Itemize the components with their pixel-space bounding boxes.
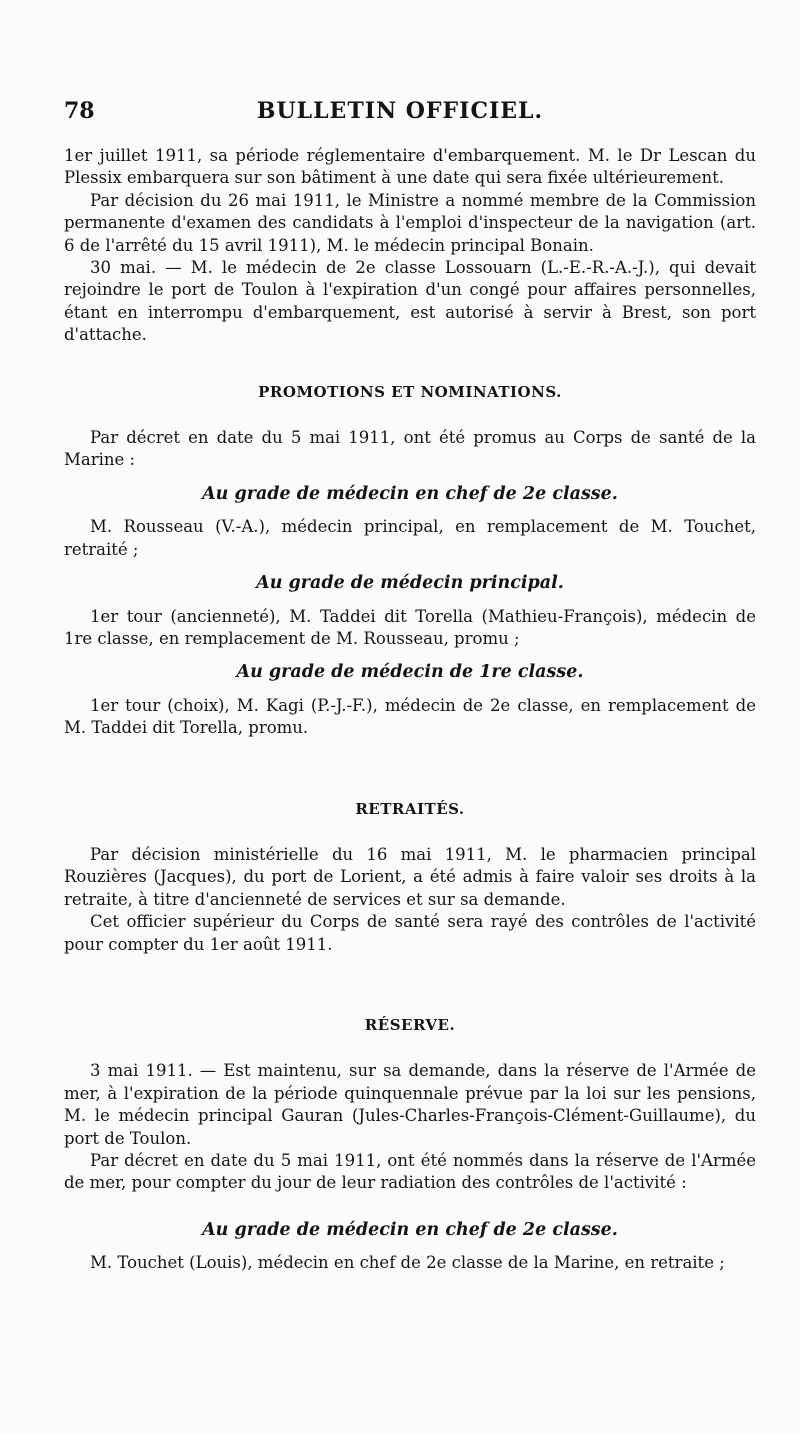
nomination-entry: M. Touchet (Louis), médecin en chef de 2e classe de la Marine, en retraite ; (90, 1253, 725, 1273)
grade-subheading: Au grade de médecin principal. (256, 573, 564, 594)
paragraph: Par décision ministérielle du 16 mai 1911, M. le pharmacien principal Rouzières (Jacques), du port de Lorient, a été admis à faire valoir ses droits à la retraite, à titre d'ancienneté de services et sur sa demande. (64, 844, 756, 909)
running-title: BULLETIN OFFICIEL. (256, 98, 544, 124)
section-heading-promotions: PROMOTIONS ET NOMINATIONS. (258, 382, 562, 401)
page-header (64, 98, 736, 134)
grade-subheading: Au grade de médecin en chef de 2e classe. (202, 483, 618, 504)
page-number: 78 (64, 98, 95, 124)
section-heading-reserve: RÉSERVE. (364, 1015, 456, 1034)
paragraph: Par décret en date du 5 mai 1911, ont été nommés dans la réserve de l'Armée de mer, pour compter du jour de leur radiation des contrôles de l'activité : (64, 1151, 756, 1193)
section-heading-retraites: RETRAITÉS. (355, 799, 465, 818)
nomination-entry: 1er tour (choix), M. Kagi (P.-J.-F.), médecin de 2e classe, en remplacement de M. Taddei dit Torella, promu. (64, 695, 756, 738)
paragraph: Par décision du 26 mai 1911, le Ministre a nommé membre de la Commission permanente d'examen des candidats à l'emploi d'inspecteur de la navigation (art. 6 de l'arrêté du 15 avril 1911), M. le médecin principal Bonain. (64, 190, 756, 255)
page-body (64, 145, 756, 1275)
nomination-entry: M. Rousseau (V.-A.), médecin principal, en remplacement de M. Touchet, retraité ; (64, 517, 756, 559)
nomination-entry: 1er tour (ancienneté), M. Taddei dit Torella (Mathieu-François), médecin de 1re classe, en remplacement de M. Rousseau, promu ; (64, 606, 756, 648)
paragraph: 1er juillet 1911, sa période réglementaire d'embarquement. M. le Dr Lescan du Plessix embarquera sur son bâtiment à une date qui sera fixée ultérieurement. (64, 146, 756, 188)
paragraph: 30 mai. — M. le médecin de 2e classe Lossouarn (L.-E.-R.-A.-J.), qui devait rejoindre le port de Toulon à l'expiration d'un congé pour affaires personnelles, étant en interrompu d'embarquement, est autorisé à servir à Brest, son port d'attache. (64, 258, 756, 345)
paragraph: 3 mai 1911. — Est maintenu, sur sa demande, dans la réserve de l'Armée de mer, à l'expiration de la période quinquennale prévue par la loi sur les pensions, M. le médecin principal Gauran (Jules-Charles-François-Clément-Guillaume), du port de Toulon. (64, 1061, 756, 1148)
grade-subheading: Au grade de médecin en chef de 2e classe. (202, 1219, 618, 1240)
paragraph: Par décret en date du 5 mai 1911, ont été promus au Corps de santé de la Marine : (64, 428, 756, 470)
grade-subheading: Au grade de médecin de 1re classe. (236, 662, 584, 683)
paragraph: Cet officier supérieur du Corps de santé sera rayé des contrôles de l'activité pour compter du 1er août 1911. (64, 912, 756, 954)
